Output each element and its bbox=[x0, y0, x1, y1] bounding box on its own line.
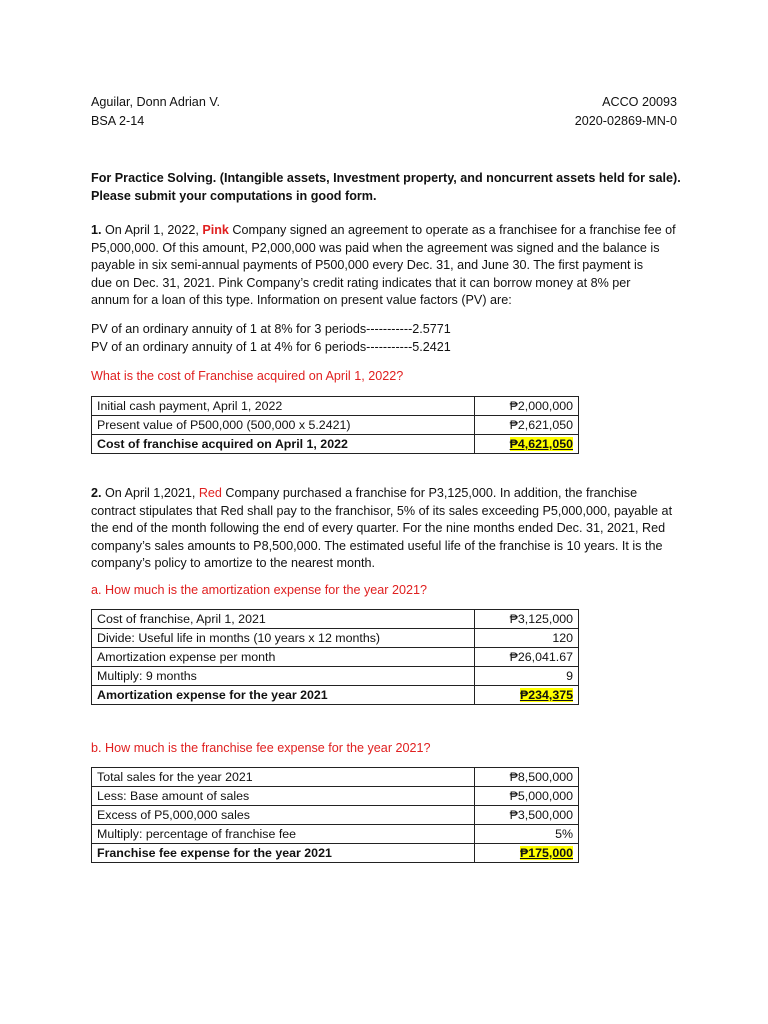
problem-2-company: Red bbox=[198, 486, 222, 500]
student-number: 2020-02869-MN-0 bbox=[574, 114, 677, 128]
header-row-2 bbox=[91, 113, 677, 129]
total-amount-cell bbox=[475, 435, 579, 454]
problem-2-text bbox=[91, 485, 681, 573]
total-label: Amortization expense for the year 2021 bbox=[92, 686, 475, 705]
row-amount: 120 bbox=[475, 629, 579, 648]
problem-1-line-4: due on Dec. 31, 2021. Pink Company’s credit rating indicates that it can borrow money at 8% per bbox=[91, 275, 631, 290]
intro bbox=[91, 170, 681, 205]
row-label: Divide: Useful life in months (10 years x 12 months) bbox=[92, 629, 475, 648]
problem-1-line-5: annum for a loan of this type. Information on present value factors (PV) are: bbox=[91, 293, 512, 307]
total-amount: ₱175,000 bbox=[519, 846, 573, 860]
pv-factor-2: PV of an ordinary annuity of 1 at 4% for 6 periods-----------5.2421 bbox=[91, 339, 451, 354]
header-row-1 bbox=[91, 94, 677, 110]
table-row bbox=[92, 648, 579, 667]
problem-1-text bbox=[91, 222, 681, 310]
row-label: Multiply: percentage of franchise fee bbox=[92, 825, 475, 844]
intro-line-1: For Practice Solving. (Intangible assets, Investment property, and noncurrent assets held for sale). bbox=[91, 171, 681, 185]
row-amount: 9 bbox=[475, 667, 579, 686]
table-total-row bbox=[92, 844, 579, 863]
problem-2a-table bbox=[91, 609, 579, 705]
problem-1-text-after: Company signed an agreement to operate as a franchisee for a franchise fee of bbox=[228, 223, 676, 237]
problem-2-question-a: a. How much is the amortization expense for the year 2021? bbox=[91, 583, 428, 597]
pv-factor-1: PV of an ordinary annuity of 1 at 8% for 3 periods-----------2.5771 bbox=[91, 322, 451, 336]
problem-1-question: What is the cost of Franchise acquired on April 1, 2022? bbox=[91, 369, 404, 383]
problem-1-text-before: On April 1, 2022, bbox=[101, 223, 203, 237]
row-amount: ₱26,041.67 bbox=[475, 648, 579, 667]
row-label: Total sales for the year 2021 bbox=[92, 768, 475, 787]
row-label: Excess of P5,000,000 sales bbox=[92, 806, 475, 825]
table-row bbox=[92, 397, 579, 416]
row-label: Multiply: 9 months bbox=[92, 667, 475, 686]
total-amount-cell bbox=[475, 844, 579, 863]
problem-1-table bbox=[91, 396, 579, 454]
section: BSA 2-14 bbox=[91, 114, 145, 128]
problem-1-number: 1. bbox=[91, 223, 102, 237]
pv-factors bbox=[91, 321, 681, 356]
row-amount: ₱2,000,000 bbox=[475, 397, 579, 416]
table-row bbox=[92, 610, 579, 629]
row-label: Initial cash payment, April 1, 2022 bbox=[92, 397, 475, 416]
total-amount: ₱234,375 bbox=[519, 688, 573, 702]
problem-1-line-3: payable in six semi-annual payments of P500,000 every Dec. 31, and June 30. The first payment is bbox=[91, 258, 644, 272]
problem-2b-table bbox=[91, 767, 579, 863]
total-label: Franchise fee expense for the year 2021 bbox=[92, 844, 475, 863]
row-label: Cost of franchise, April 1, 2021 bbox=[92, 610, 475, 629]
row-amount: ₱2,621,050 bbox=[475, 416, 579, 435]
row-label: Less: Base amount of sales bbox=[92, 787, 475, 806]
intro-line-2: Please submit your computations in good form. bbox=[91, 188, 377, 203]
student-name: Aguilar, Donn Adrian V. bbox=[91, 95, 221, 109]
problem-2-line-4: company’s sales amounts to P8,500,000. The estimated useful life of the franchise is 10 years. It is the bbox=[91, 538, 663, 553]
problem-2-line-3: the end of the month following the end of every quarter. For the nine months ended Dec. 31, 2021, Red bbox=[91, 521, 666, 535]
problem-2-text-after: Company purchased a franchise for P3,125,000. In addition, the franchise bbox=[221, 486, 638, 500]
table-row bbox=[92, 416, 579, 435]
problem-2-text-before: On April 1,2021, bbox=[101, 486, 199, 500]
table-row bbox=[92, 667, 579, 686]
problem-2-line-5: company’s policy to amortize to the nearest month. bbox=[91, 556, 375, 570]
row-label: Present value of P500,000 (500,000 x 5.2421) bbox=[92, 416, 475, 435]
total-amount: ₱4,621,050 bbox=[509, 437, 573, 451]
table-total-row bbox=[92, 686, 579, 705]
problem-2-line-2: contract stipulates that Red shall pay to the franchisor, 5% of its sales exceeding P5,000,000, payable at bbox=[91, 503, 673, 518]
table-row bbox=[92, 768, 579, 787]
table-row bbox=[92, 806, 579, 825]
row-label: Amortization expense per month bbox=[92, 648, 475, 667]
total-amount-cell bbox=[475, 686, 579, 705]
problem-2-question-b: b. How much is the franchise fee expense for the year 2021? bbox=[91, 741, 431, 755]
problem-1-line-1 bbox=[91, 222, 681, 240]
row-amount: ₱3,125,000 bbox=[475, 610, 579, 629]
table-row bbox=[92, 629, 579, 648]
table-total-row bbox=[92, 435, 579, 454]
problem-2-number: 2. bbox=[91, 486, 102, 500]
table-row bbox=[92, 825, 579, 844]
course-code: ACCO 20093 bbox=[602, 95, 677, 109]
problem-1-company: Pink bbox=[202, 223, 229, 237]
problem-2-line-1 bbox=[91, 485, 681, 503]
row-amount: ₱3,500,000 bbox=[475, 806, 579, 825]
total-label: Cost of franchise acquired on April 1, 2022 bbox=[92, 435, 475, 454]
row-amount: ₱5,000,000 bbox=[475, 787, 579, 806]
row-amount: ₱8,500,000 bbox=[475, 768, 579, 787]
row-amount: 5% bbox=[475, 825, 579, 844]
table-row bbox=[92, 787, 579, 806]
problem-1-line-2: P5,000,000. Of this amount, P2,000,000 was paid when the agreement was signed and the balance is bbox=[91, 240, 660, 255]
